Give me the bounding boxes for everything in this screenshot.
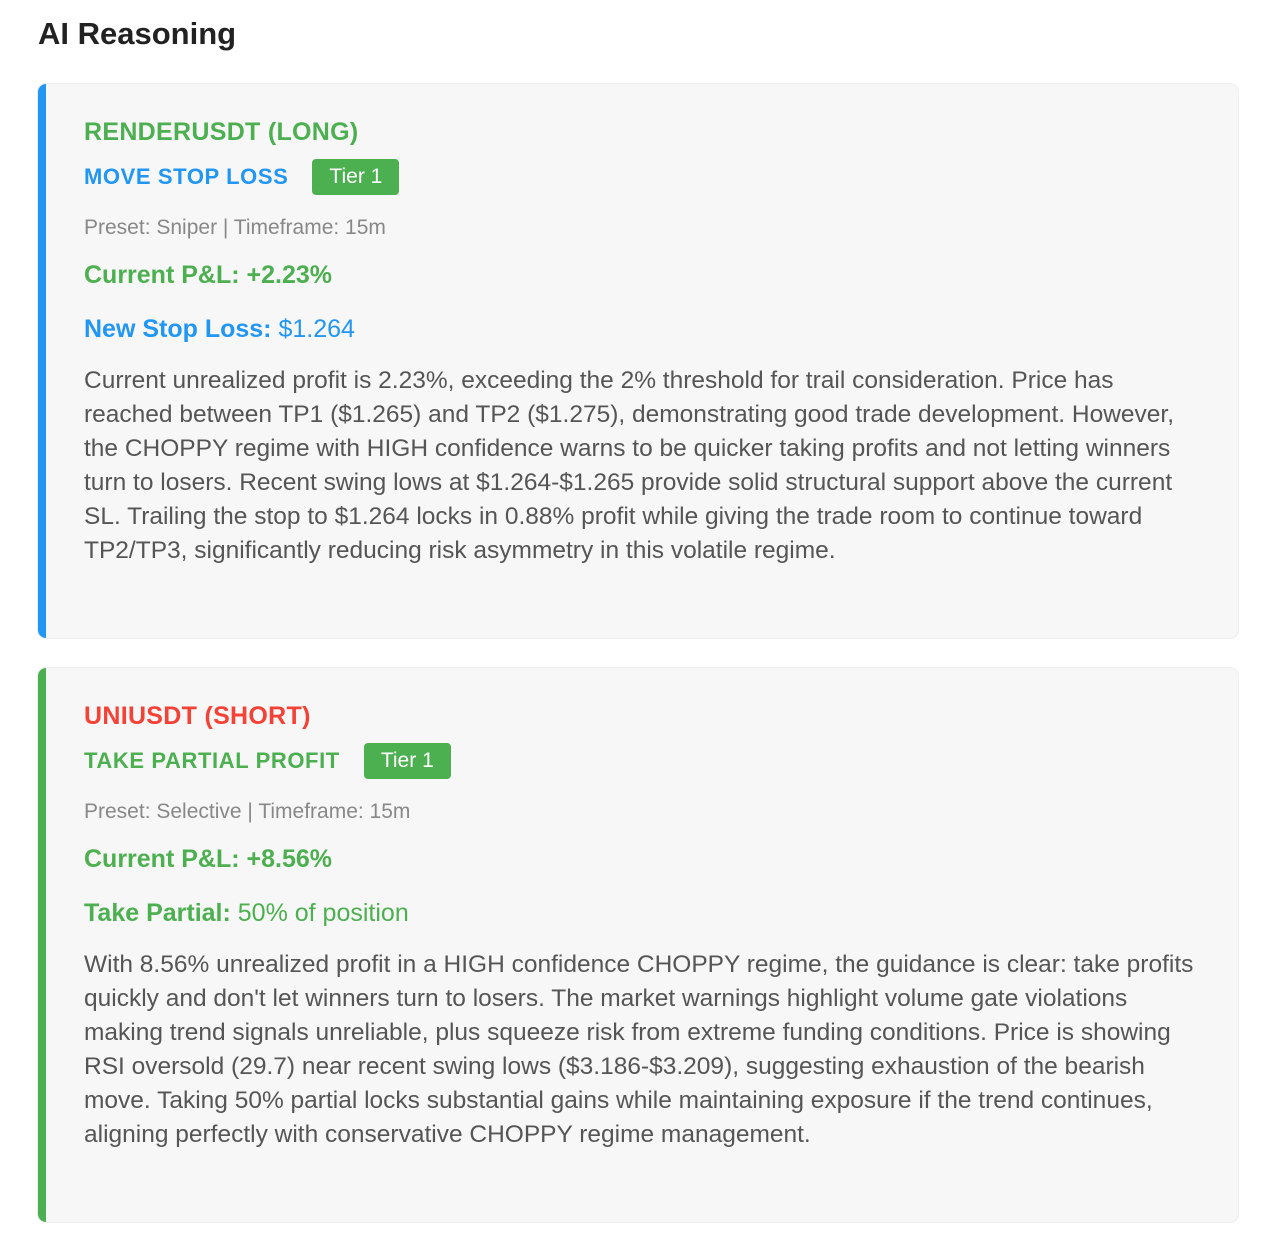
reasoning-text: With 8.56% unrealized profit in a HIGH confidence CHOPPY regime, the guidance is clear: take profits quickly and don't let winners turn to losers. The market warnings highlight volume gate violations making trend signals unreliable, plus squeeze risk from extreme funding conditions. Price is showing RSI oversold (29.7) near recent swing lows ($3.186-$3.209), suggesting exhaustion of the bearish move. Taking 50% partial locks substantial gains while maintaining exposure if the trend continues, aligning perfectly with conservative CHOPPY regime management. bbox=[84, 951, 1194, 1148]
trade-symbol: UNIUSDT (SHORT) bbox=[84, 702, 311, 730]
current-pnl: Current P&L: +8.56% bbox=[84, 845, 332, 873]
action-row bbox=[84, 742, 1208, 780]
tier-badge: Tier 1 bbox=[312, 159, 399, 195]
action-row bbox=[84, 158, 1208, 196]
detail-value: 50% of position bbox=[237, 899, 409, 927]
current-pnl: Current P&L: +2.23% bbox=[84, 261, 332, 289]
reasoning-text: Current unrealized profit is 2.23%, exceeding the 2% threshold for trail consideration. Price has reached between TP1 ($1.265) and TP2 ($1.275), demonstrating good trade development. However, the CHOPPY regime with HIGH confidence warns to be quicker taking profits and not letting winners turn to losers. Recent swing lows at $1.264-$1.265 provide solid structural support above the current SL. Trailing the stop to $1.264 locks in 0.88% profit while giving the trade room to continue toward TP2/TP3, significantly reducing risk asymmetry in this volatile regime. bbox=[84, 367, 1175, 564]
detail-label: New Stop Loss: bbox=[84, 315, 272, 343]
tier-badge: Tier 1 bbox=[364, 743, 451, 779]
action-label: TAKE PARTIAL PROFIT bbox=[84, 748, 340, 773]
preset-timeframe: Preset: Sniper | Timeframe: 15m bbox=[84, 216, 386, 239]
trade-symbol: RENDERUSDT (LONG) bbox=[84, 118, 359, 146]
action-label: MOVE STOP LOSS bbox=[84, 164, 289, 189]
take-partial bbox=[84, 896, 1208, 930]
preset-timeframe: Preset: Selective | Timeframe: 15m bbox=[84, 800, 411, 823]
detail-value: $1.264 bbox=[278, 315, 355, 343]
new-stop-loss bbox=[84, 312, 1208, 346]
page-title: AI Reasoning bbox=[38, 16, 237, 51]
detail-label: Take Partial: bbox=[84, 899, 231, 927]
reasoning-card-uniusdt bbox=[38, 668, 1238, 1222]
reasoning-card-renderusdt bbox=[38, 84, 1238, 638]
